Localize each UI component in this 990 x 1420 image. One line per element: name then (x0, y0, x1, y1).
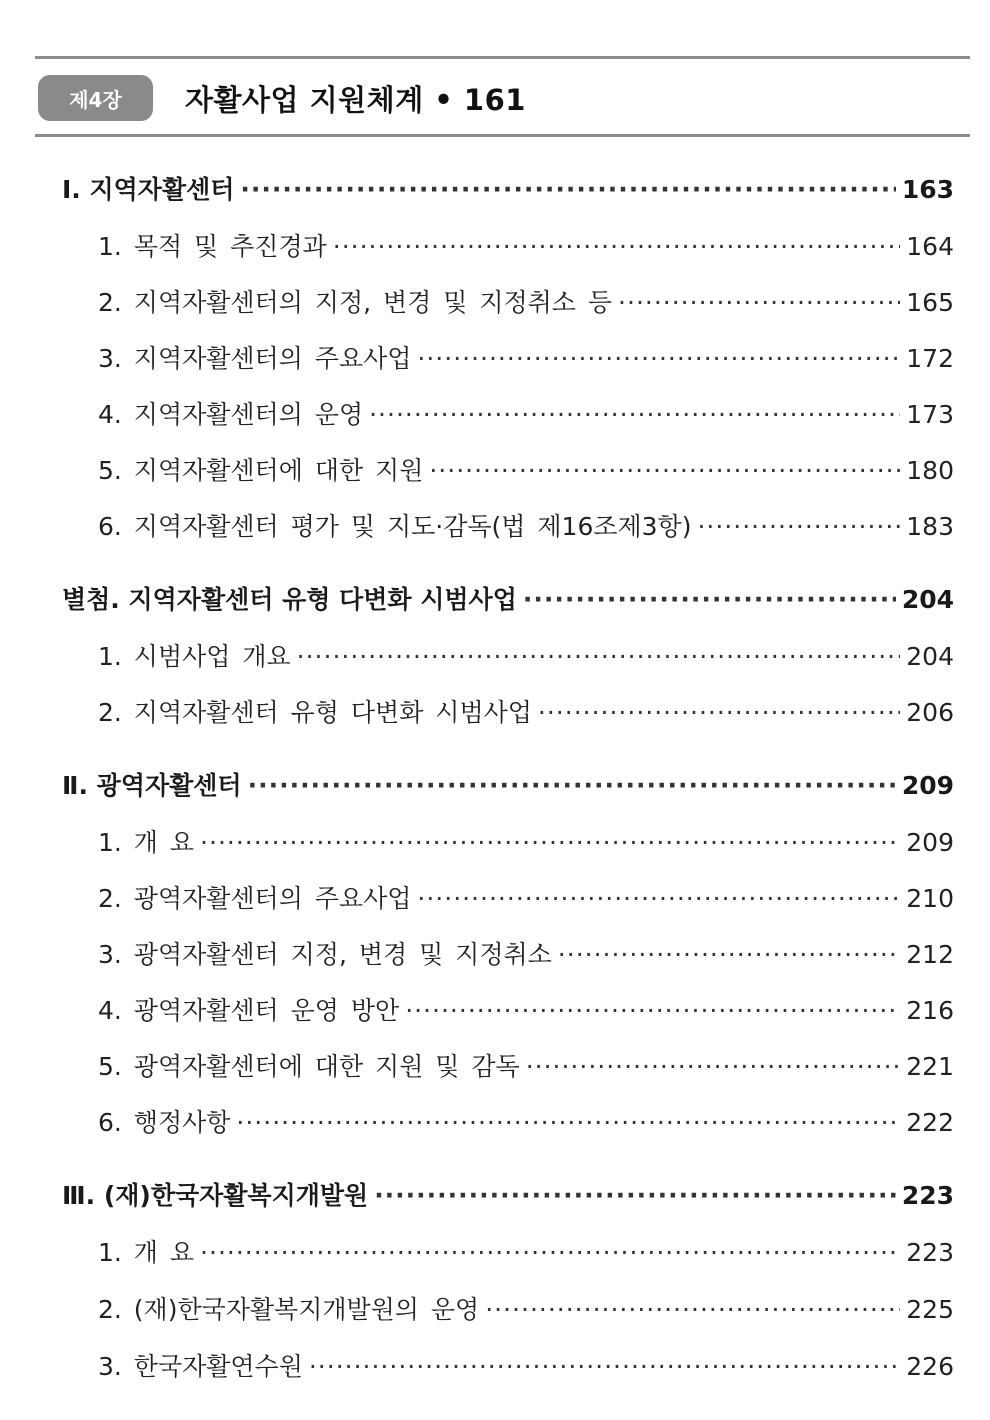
toc-entry-page-number: 210 (906, 884, 954, 913)
toc-entry-page-number: 209 (906, 828, 954, 857)
dot-leader (523, 585, 896, 614)
toc-entry-page-number: 223 (901, 1181, 954, 1210)
dot-leader (618, 288, 900, 317)
top-divider (35, 56, 970, 59)
toc-item-entry (98, 339, 954, 375)
dot-leader (697, 512, 900, 541)
toc-entry-title: 6. 지역자활센터 평가 및 지도·감독(법 제16조제3항) (98, 512, 692, 541)
dot-leader (248, 771, 896, 800)
toc-item-entry (98, 1290, 954, 1326)
toc-entry-title: 1. 개 요 (98, 828, 195, 857)
toc-section-entry (62, 1176, 954, 1212)
toc-entry-title: 3. 지역자활센터의 주요사업 (98, 344, 412, 373)
toc-item-entry (98, 1233, 954, 1269)
toc-entry-page-number: 173 (906, 400, 954, 429)
toc-entry-page-number: 225 (906, 1295, 954, 1324)
dot-leader (309, 1352, 900, 1381)
toc-entry-title: 1. 개 요 (98, 1238, 195, 1267)
toc-entry-page-number: 216 (906, 996, 954, 1025)
toc-entry-title: 1. 목적 및 추진경과 (98, 232, 327, 261)
dot-leader (417, 884, 900, 913)
toc-entry-title: 4. 지역자활센터의 운영 (98, 400, 364, 429)
toc-entry-page-number: 222 (906, 1108, 954, 1137)
toc-item-entry (98, 395, 954, 431)
dot-leader (297, 642, 901, 671)
toc-item-entry (98, 935, 954, 971)
toc-entry-page-number: 180 (906, 456, 954, 485)
dot-leader (369, 400, 900, 429)
toc-entry-title: 3. 한국자활연수원 (98, 1352, 303, 1381)
toc-item-entry (98, 283, 954, 319)
toc-item-entry (98, 451, 954, 487)
dot-leader (236, 1108, 900, 1137)
toc-item-entry (98, 637, 954, 673)
toc-item-entry (98, 227, 954, 263)
toc-entry-title: 1. 시범사업 개요 (98, 642, 291, 671)
toc-entry-title: 4. 광역자활센터 운영 방안 (98, 996, 400, 1025)
toc-section-entry (62, 170, 954, 206)
toc-entry-title: 5. 지역자활센터에 대한 지원 (98, 456, 424, 485)
toc-entry-title: 2. 지역자활센터의 지정, 변경 및 지정취소 등 (98, 288, 613, 317)
toc-entry-page-number: 172 (906, 344, 954, 373)
toc-entry-page-number: 165 (906, 288, 954, 317)
toc-entry-title: Ⅰ. 지역자활센터 (62, 175, 235, 204)
toc-entry-page-number: 163 (901, 175, 954, 204)
toc-entry-title: 3. 광역자활센터 지정, 변경 및 지정취소 (98, 940, 552, 969)
toc-entry-page-number: 204 (901, 585, 954, 614)
dot-leader (558, 940, 900, 969)
dot-leader (405, 996, 900, 1025)
dot-leader (240, 175, 895, 204)
toc-entry-title: 2. 광역자활센터의 주요사업 (98, 884, 412, 913)
toc-item-entry (98, 879, 954, 915)
toc-entry-page-number: 221 (906, 1052, 954, 1081)
toc-item-entry (98, 1103, 954, 1139)
toc-entry-page-number: 209 (901, 771, 954, 800)
toc-entry-title: 6. 행정사항 (98, 1108, 231, 1137)
toc-entry-title: 2. (재)한국자활복지개발원의 운영 (98, 1295, 480, 1324)
dot-leader (333, 232, 901, 261)
toc-item-entry (98, 991, 954, 1027)
dot-leader (200, 1238, 900, 1267)
dot-leader (417, 344, 900, 373)
toc-item-entry (98, 507, 954, 543)
chapter-header (38, 74, 526, 122)
dot-leader (526, 1052, 901, 1081)
toc-entry-page-number: 183 (906, 512, 954, 541)
toc-section-entry (62, 766, 954, 802)
chapter-badge: 제4장 (38, 75, 153, 121)
toc-entry-title: Ⅱ. 광역자활센터 (62, 771, 242, 800)
toc-item-entry (98, 1047, 954, 1083)
dot-leader (374, 1181, 896, 1210)
toc-item-entry (98, 823, 954, 859)
toc-entry-title: 별첨. 지역자활센터 유형 다변화 시범사업 (62, 585, 517, 614)
toc-entry-page-number: 226 (906, 1352, 954, 1381)
toc-entry-page-number: 206 (906, 698, 954, 727)
toc-item-entry (98, 1347, 954, 1383)
dot-leader (485, 1295, 900, 1324)
chapter-title: 자활사업 지원체계 • 161 (185, 82, 526, 117)
toc-entry-page-number: 204 (906, 642, 954, 671)
toc-entry-title: 2. 지역자활센터 유형 다변화 시범사업 (98, 698, 532, 727)
toc-entry-page-number: 212 (906, 940, 954, 969)
toc-entry-title: 5. 광역자활센터에 대한 지원 및 감독 (98, 1052, 520, 1081)
toc-section-entry (62, 580, 954, 616)
dot-leader (429, 456, 900, 485)
toc-entry-page-number: 164 (906, 232, 954, 261)
dot-leader (200, 828, 900, 857)
toc-entry-page-number: 223 (906, 1238, 954, 1267)
toc-entry-title: Ⅲ. (재)한국자활복지개발원 (62, 1181, 369, 1210)
toc-item-entry (98, 693, 954, 729)
header-divider (35, 134, 970, 137)
dot-leader (538, 698, 900, 727)
